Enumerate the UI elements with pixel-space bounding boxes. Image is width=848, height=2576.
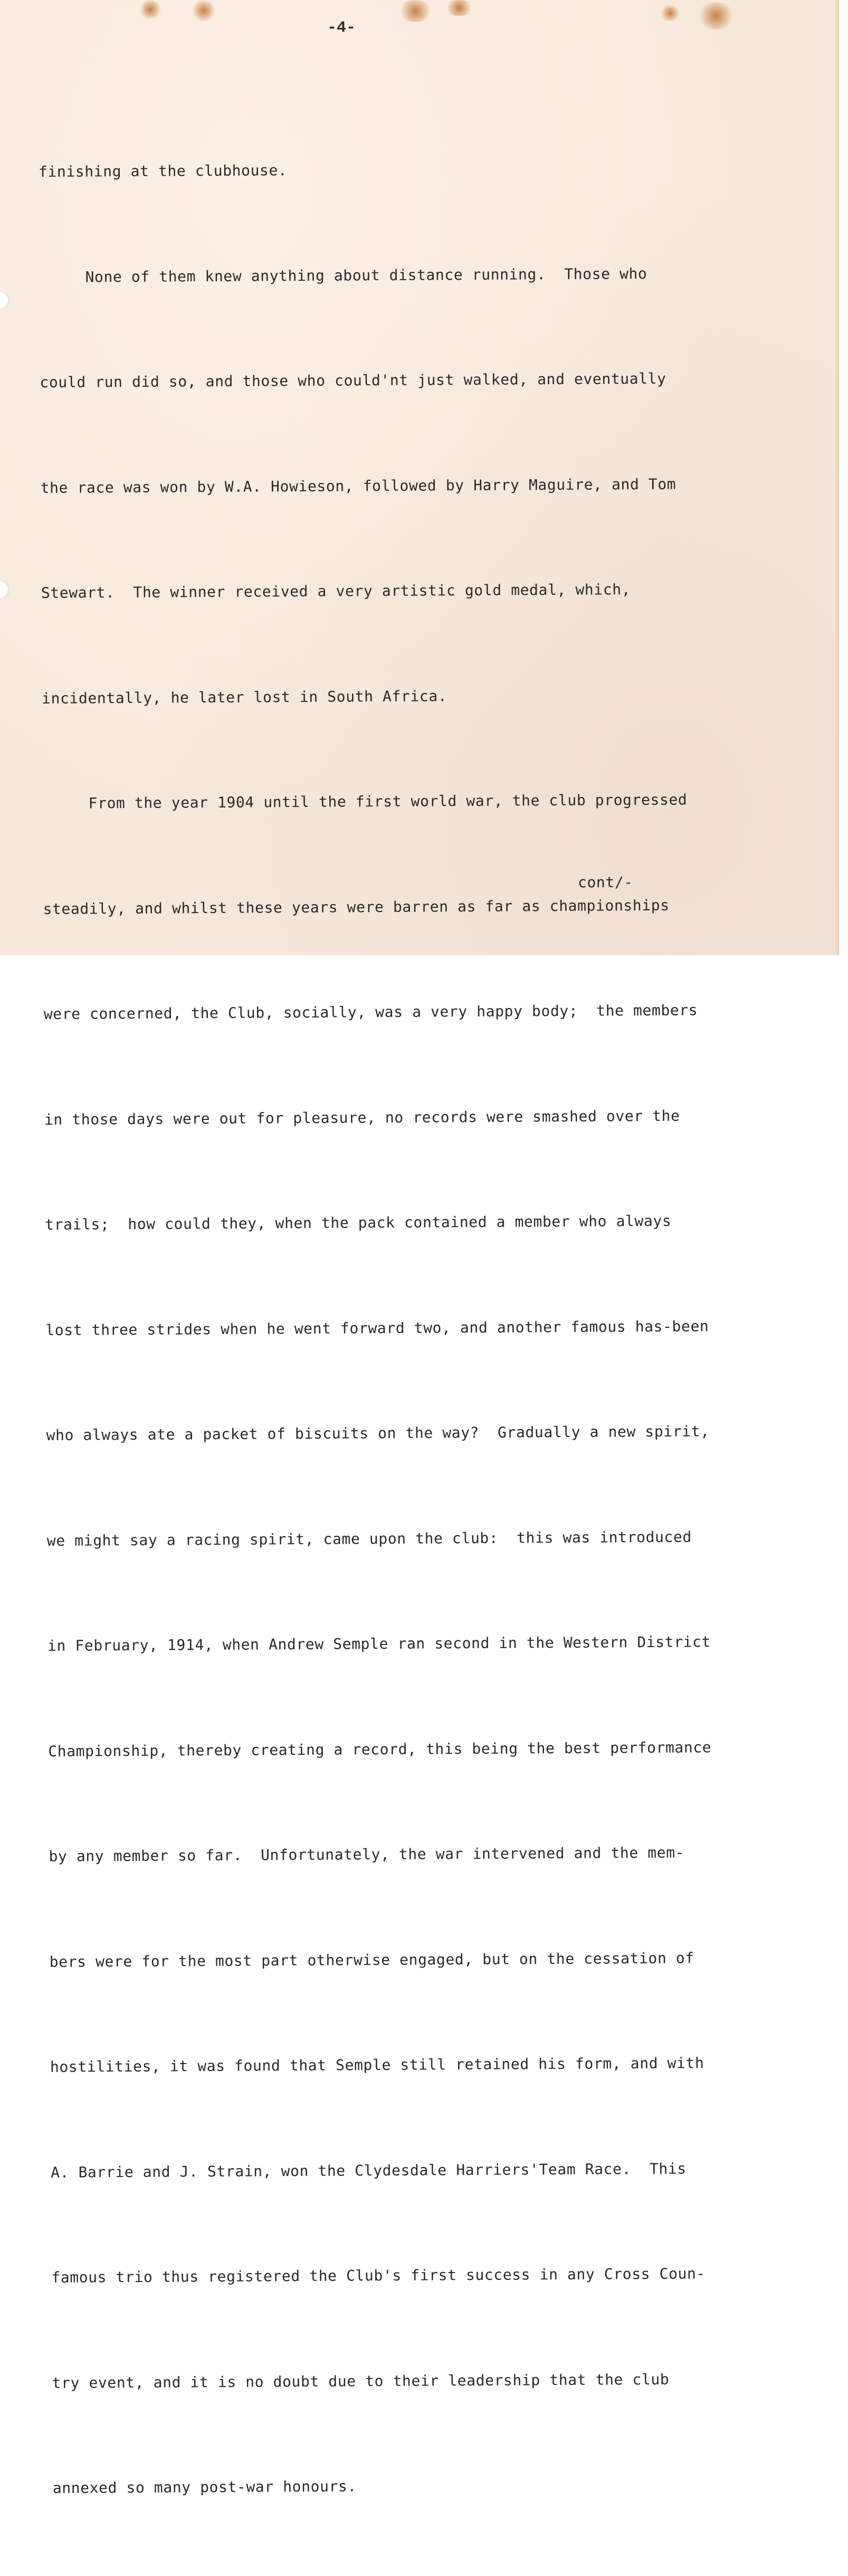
- text-line: From the year 1904 until the first world war, the club progressed: [42, 791, 688, 812]
- page-number: -4-: [327, 19, 356, 37]
- text-line: bers were for the most part otherwise engaged, but on the cessation of: [49, 1948, 694, 1971]
- text-line: incidentally, he later lost in South Africa.: [42, 687, 447, 707]
- text-line: we might say a racing spirit, came upon the club: this was introduced: [46, 1527, 692, 1550]
- text-line: Stewart. The winner received a very artistic gold medal, which,: [41, 581, 631, 602]
- text-line: famous trio thus registered the Club's first success in any Cross Coun-: [51, 2265, 706, 2286]
- text-line: hostilities, it was found that Semple still retained his form, and with: [50, 2054, 704, 2076]
- text-line: Championship, thereby creating a record, this being the best performance: [48, 1738, 712, 1760]
- text-line: could run did so, and those who could'nt just walked, and eventually: [40, 369, 666, 391]
- text-line: by any member so far. Unfortunately, the war intervened and the mem-: [49, 1843, 685, 1865]
- body-text: [38, 80, 824, 2576]
- text-line: in those days were out for pleasure, no records were smashed over the: [44, 1107, 680, 1128]
- text-line: who always ate a packet of biscuits on the way? Gradually a new spirit,: [46, 1422, 710, 1444]
- staple-rust-mark: [697, 2, 736, 30]
- punch-hole: [0, 291, 9, 309]
- text-line: in February, 1914, when Andrew Semple ran second in the Western District: [47, 1633, 711, 1655]
- text-line: were concerned, the Club, socially, was a very happy body; the members: [43, 1001, 698, 1023]
- staple-rust-mark: [660, 5, 681, 21]
- punch-hole: [0, 581, 9, 598]
- text-line: lost three strides when he went forward two, and another famous has-been: [45, 1317, 709, 1339]
- text-line: steadily, and whilst these years were barren as far as championships: [43, 896, 670, 918]
- text-line: None of them knew anything about distance running. Those who: [39, 264, 647, 286]
- text-line: try event, and it is no doubt due to their leadership that the club: [52, 2370, 670, 2392]
- text-line: finishing at the clubhouse.: [38, 161, 288, 180]
- text-line: A. Barrie and J. Strain, won the Clydesdale Harriers'Team Race. This: [51, 2160, 687, 2181]
- text-line: the race was won by W.A. Howieson, followed by Harry Maguire, and Tom: [40, 475, 677, 497]
- staple-rust-mark: [191, 0, 216, 21]
- text-line: annexed so many post-war honours.: [52, 2477, 357, 2497]
- staple-rust-mark: [397, 0, 434, 22]
- text-line: trails; how could they, when the pack contained a member who always: [45, 1212, 672, 1233]
- continuation-marker: cont/-: [578, 873, 633, 891]
- staple-rust-mark: [138, 0, 163, 19]
- staple-rust-mark: [443, 0, 475, 16]
- page-edge: [836, 0, 839, 955]
